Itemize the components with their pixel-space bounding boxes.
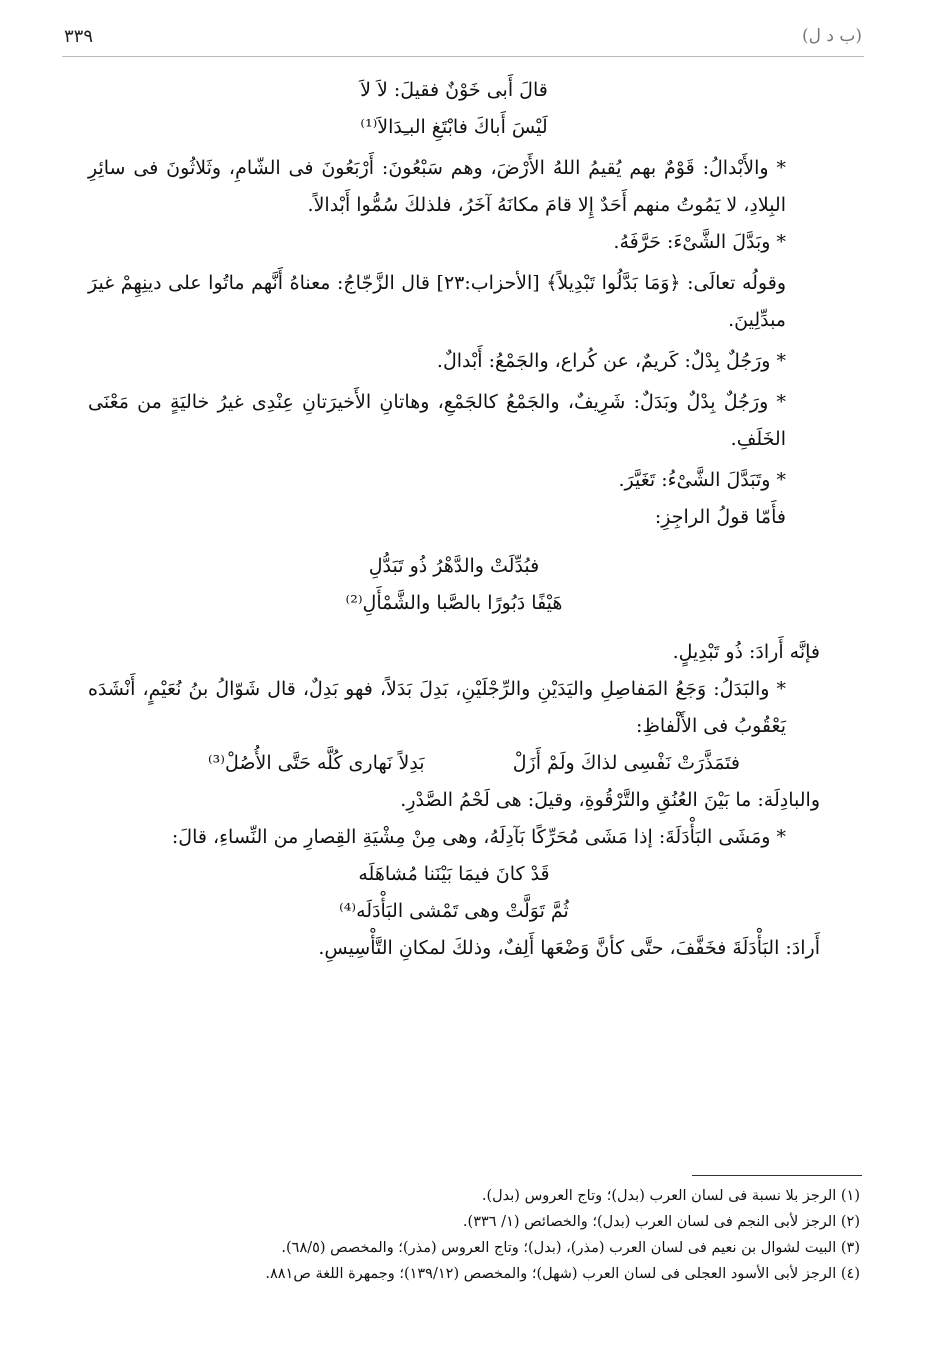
footnotes	[120, 1183, 860, 1287]
footnote: (٤) الرجز لأبى الأسود العجلى فى لسان العرب (شهل)؛ والمخصص (١٣٩/١٢)؛ وجمهرة اللغة ص٨٨١.	[265, 1266, 860, 1282]
paragraph: أَرادَ: البَأْدَلَةَ فخَفَّفَ، حتَّى كأنَّ وَضْعَها أَلِفٌ، وذلكَ لمكانِ التَّأْسِيسِ.	[318, 937, 820, 959]
footnote-divider	[692, 1175, 862, 1176]
verse-line: ثُمَّ تَوَلَّتْ وهى تَمْشى البَأْدَلَه⁽⁴⁾	[339, 900, 569, 922]
running-head: (ب د ل)	[802, 26, 862, 46]
paragraph: فأَمّا قولُ الراجِزِ:	[654, 506, 786, 528]
paragraph: * ومَشَى البَأْدَلَةَ: إذا مَشَى مُحَرِّكًا بَآدِلَهُ، وهى مِنْ مِشْيَةِ القِصارِ من النِّساءِ، قالَ:	[171, 826, 786, 848]
page-number: ٣٣٩	[64, 26, 94, 47]
verse-hemistich: فتَمَذَّرَتْ نَفْسِى لذاكَ ولَمْ أَزَلْ	[512, 752, 740, 774]
verse-couplet	[88, 745, 820, 782]
verse-line: فبُدِّلَتْ والدَّهْرُ ذُو تَبَدُّلِ	[368, 555, 540, 577]
paragraph: * وبَدَّلَ الشَّىْءَ: حَرَّفَهُ.	[613, 231, 786, 253]
paragraph: * والبَدَلُ: وَجَعُ المَفاصِلِ واليَدَيْنِ والرِّجْلَيْنِ، بَدِلَ بَدَلاً، فهو بَدِلٌ، قال شَوّالُ بنُ نُعَيْمٍ، أَنْشَدَه يَعْقُوبُ فى الأَلْفاظِ:	[88, 678, 786, 737]
paragraph: * ورَجُلٌ بِدْلٌ: كَريمٌ، عن كُراع، والجَمْعُ: أَبْدالٌ.	[436, 350, 786, 372]
footnote: (٣) البيت لشوال بن نعيم فى لسان العرب (مذر)، (بدل)؛ وتاج العروس (مذر)؛ والمخصص (٦٨/٥).	[281, 1240, 860, 1256]
verse-hemistich: بَدِلاً نَهارى كُلَّه حَتَّى الأُصُلْ⁽³⁾	[208, 752, 425, 774]
verse-line: هَيْفًا دَبُورًا بالصَّبا والشَّمْأَلِ⁽²⁾	[345, 592, 563, 614]
footnote: (٢) الرجز لأبى النجم فى لسان العرب (بدل)؛ والخصائص (١/ ٣٣٦).	[462, 1214, 860, 1230]
footnote: (١) الرجز بلا نسبة فى لسان العرب (بدل)؛ وتاج العروس (بدل).	[481, 1188, 860, 1204]
verse-line: لَيْسَ أَباكَ فابْتَغِ البـِدَالاَ⁽¹⁾	[360, 116, 548, 138]
paragraph: * والأَبْدالُ: قَوْمٌ بهم يُقيمُ اللهُ الأَرْضَ، وهم سَبْعُونَ: أَرْبَعُونَ فى الشّامِ، وثَلاثُونَ فى سائِرِ البِلادِ، لا يَمُوتُ منهم أَحَدٌ إِلا قامَ مكانَهُ آخَرُ، فلذلكَ سُمُّوا أَبْدالاً.	[88, 157, 786, 216]
verse-line: قالَ أَبى خَوْنٌ فقيلَ: لاَ لاَ	[360, 79, 548, 101]
paragraph: * وتَبَدَّلَ الشَّىْءُ: تَغَيَّرَ.	[618, 469, 786, 491]
paragraph: * ورَجُلٌ بِدْلٌ وبَدَلٌ: شَرِيفٌ، والجَمْعُ كالجَمْعِ، وهاتانِ الأَخيرَتانِ عِنْدِى غيرُ خاليَةٍ من مَعْنَى الخَلَفِ.	[88, 391, 786, 450]
header-divider	[62, 56, 864, 57]
paragraph: والبادِلَة: ما بَيْنَ العُنُقِ والتَّرْقُوةِ، وقيلَ: هى لَحْمُ الصَّدْرِ.	[400, 789, 820, 811]
paragraph: فإنَّه أَرادَ: ذُو تَبْدِيلٍ.	[672, 641, 820, 663]
paragraph: وقولُه تعالَى: ﴿وَمَا بَدَّلُوا تَبْدِيلاً﴾ [الأحزاب:٢٣] قال الزَّجّاجُ: معناهُ أَنَّهم ماتُوا على دينِهِمْ غيرَ مبدِّلِينَ.	[88, 272, 787, 331]
verse-line: قَدْ كانَ فيمَا بَيْنَنا مُشاهَلَه	[358, 863, 550, 885]
main-text	[88, 72, 820, 967]
